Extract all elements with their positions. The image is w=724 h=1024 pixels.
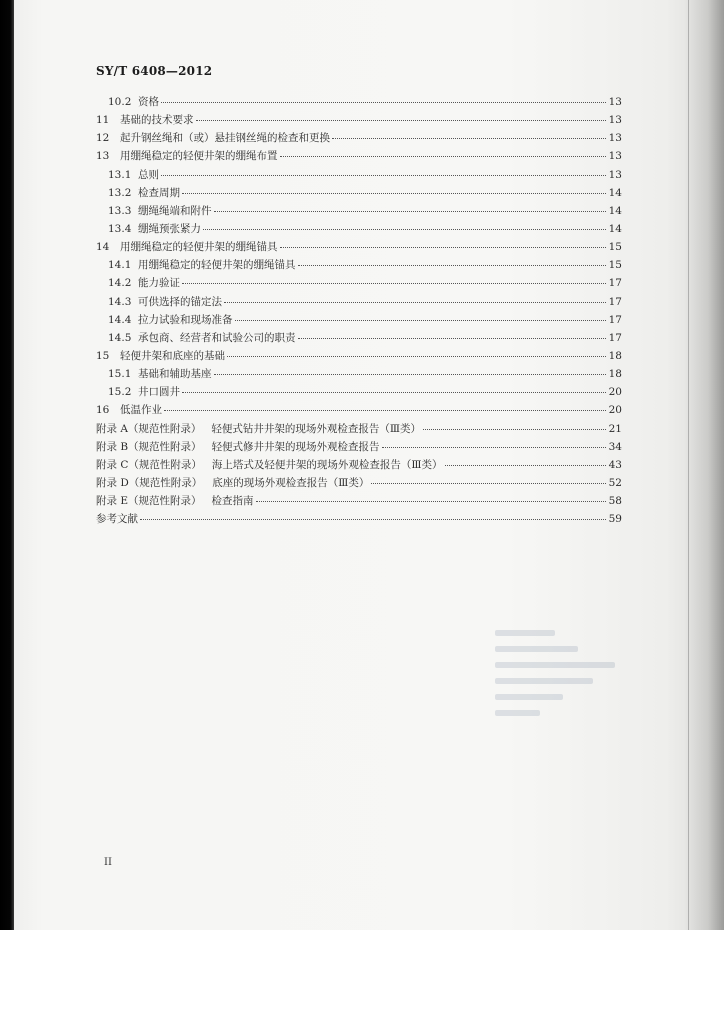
toc-entry-title: 轻便式钻井井架的现场外观检查报告（Ⅲ类） [211, 422, 422, 435]
toc-entry-page: 17 [608, 313, 622, 326]
toc-entry-number: 14.1 [108, 259, 132, 272]
toc-entry-number: 14.3 [108, 295, 132, 308]
dot-leader [164, 410, 606, 411]
toc-entry-title: 能力验证 [138, 277, 180, 290]
dot-leader [280, 247, 607, 248]
toc-entry-page: 13 [608, 168, 622, 181]
dot-leader [161, 175, 606, 176]
dot-leader [298, 338, 607, 339]
toc-entry-number: 15.2 [108, 386, 132, 399]
toc-entry-page: 15 [608, 241, 622, 254]
toc-entry-page: 14 [608, 222, 622, 235]
bleed-through-marks [495, 620, 645, 840]
toc-entry-page: 58 [608, 495, 622, 508]
toc-entry [96, 366, 622, 384]
toc-entry-number: 附录 E（规范性附录） [96, 495, 202, 508]
dot-leader [214, 211, 607, 212]
toc-entry [96, 185, 622, 203]
toc-entry-title: 基础的技术要求 [120, 114, 194, 127]
toc-entry-number: 13.2 [108, 186, 132, 199]
toc-entry [96, 402, 622, 420]
toc-entry-title: 参考文献 [96, 513, 138, 526]
dot-leader [140, 519, 606, 520]
toc-entry-number: 14 [96, 241, 110, 254]
toc-entry [96, 511, 622, 529]
toc-entry-title: 绷绳绳端和附件 [138, 204, 212, 217]
toc-entry [96, 457, 622, 475]
dot-leader [371, 483, 606, 484]
toc-entry-page: 17 [608, 277, 622, 290]
toc-entry-page: 20 [608, 386, 622, 399]
toc-entry-title: 可供选择的锚定法 [138, 295, 222, 308]
toc-entry-title: 井口圆井 [138, 386, 180, 399]
toc-entry [96, 421, 622, 439]
toc-entry [96, 130, 622, 148]
dot-leader [182, 283, 606, 284]
binding-shadow [0, 0, 14, 930]
toc-entry-page: 13 [608, 132, 622, 145]
toc-entry [96, 112, 622, 130]
toc-entry-page: 52 [608, 476, 622, 489]
toc-entry-title: 资格 [138, 96, 159, 108]
toc-entry [96, 312, 622, 330]
toc-entry-number: 15.1 [108, 368, 132, 381]
toc-entry-number: 12 [96, 132, 110, 145]
standard-code-header: SY/T 6408—2012 [96, 64, 213, 78]
toc-entry-number: 11 [96, 114, 110, 127]
toc-entry [96, 239, 622, 257]
toc-entry-number: 13 [96, 150, 110, 163]
dot-leader [161, 102, 606, 103]
toc-entry-page: 34 [608, 440, 622, 453]
toc-entry-number: 附录 C（规范性附录） [96, 458, 202, 471]
toc-entry-page: 17 [608, 331, 622, 344]
dot-leader [280, 156, 607, 157]
toc-entry-page: 13 [608, 114, 622, 127]
toc-entry [96, 294, 622, 312]
table-of-contents [96, 94, 622, 529]
toc-entry-number: 14.4 [108, 313, 132, 326]
toc-entry-number: 15 [96, 349, 110, 362]
toc-entry-title: 轻便井架和底座的基础 [120, 349, 225, 362]
toc-entry-title: 总则 [138, 168, 159, 181]
toc-entry [96, 275, 622, 293]
toc-entry [96, 94, 622, 112]
toc-entry [96, 257, 622, 275]
toc-entry-number: 14.2 [108, 277, 132, 290]
dot-leader [332, 138, 606, 139]
toc-entry-title: 轻便式修井井架的现场外观检查报告 [211, 440, 380, 453]
toc-entry-page: 14 [608, 186, 622, 199]
toc-entry-page: 59 [608, 513, 622, 526]
toc-entry-number: 附录 B（规范性附录） [96, 440, 202, 453]
toc-entry-page: 17 [608, 295, 622, 308]
toc-entry-title: 基础和辅助基座 [138, 368, 212, 381]
page-number: II [104, 857, 112, 868]
toc-entry [96, 348, 622, 366]
dot-leader [423, 429, 606, 430]
dot-leader [256, 501, 606, 502]
toc-entry-title: 起升钢丝绳和（或）悬挂钢丝绳的检查和更换 [120, 132, 330, 145]
toc-entry-number: 10.2 [108, 96, 132, 108]
toc-entry-title: 绷绳预张紧力 [138, 222, 201, 235]
toc-entry [96, 330, 622, 348]
dot-leader [203, 229, 606, 230]
toc-entry-title: 拉力试验和现场准备 [138, 313, 233, 326]
dot-leader [382, 447, 606, 448]
toc-entry-page: 14 [608, 204, 622, 217]
toc-entry [96, 493, 622, 511]
toc-entry-title: 底座的现场外观检查报告（Ⅲ类） [212, 476, 370, 489]
toc-entry [96, 475, 622, 493]
toc-entry [96, 384, 622, 402]
toc-entry-number: 16 [96, 404, 110, 417]
dot-leader [182, 193, 606, 194]
toc-entry-title: 低温作业 [120, 404, 162, 417]
toc-entry-title: 检查周期 [138, 186, 180, 199]
toc-entry-title: 用绷绳稳定的轻便井架的绷绳锚具 [120, 241, 278, 254]
dot-leader [235, 320, 607, 321]
toc-entry-page: 18 [608, 368, 622, 381]
toc-entry [96, 439, 622, 457]
toc-entry-title: 用绷绳稳定的轻便井架的绷绳锚具 [138, 259, 296, 272]
toc-entry-page: 18 [608, 349, 622, 362]
toc-entry-number: 附录 A（规范性附录） [96, 422, 202, 435]
dot-leader [298, 265, 607, 266]
toc-entry-number: 13.4 [108, 222, 132, 235]
toc-entry-title: 用绷绳稳定的轻便井架的绷绳布置 [120, 150, 278, 163]
toc-entry-page: 13 [608, 96, 622, 108]
toc-entry [96, 148, 622, 166]
toc-entry-title: 检查指南 [211, 495, 254, 508]
toc-entry-title: 海上塔式及轻便井架的现场外观检查报告（Ⅲ类） [211, 458, 443, 471]
toc-entry-number: 13.1 [108, 168, 132, 181]
dot-leader [196, 120, 607, 121]
dot-leader [214, 374, 607, 375]
dot-leader [182, 392, 606, 393]
toc-entry-page: 20 [608, 404, 622, 417]
dot-leader [227, 356, 606, 357]
toc-entry-page: 21 [608, 422, 622, 435]
toc-entry-number: 附录 D（规范性附录） [96, 476, 203, 489]
toc-entry [96, 221, 622, 239]
page-fold-line [688, 0, 689, 930]
toc-entry-number: 14.5 [108, 331, 132, 344]
toc-entry-page: 15 [608, 259, 622, 272]
dot-leader [224, 302, 606, 303]
toc-entry [96, 167, 622, 185]
toc-entry [96, 203, 622, 221]
toc-entry-page: 43 [608, 458, 622, 471]
page-edge-shadow [684, 0, 724, 930]
toc-entry-page: 13 [608, 150, 622, 163]
dot-leader [445, 465, 607, 466]
toc-entry-number: 13.3 [108, 204, 132, 217]
toc-entry-title: 承包商、经营者和试验公司的职责 [138, 331, 296, 344]
